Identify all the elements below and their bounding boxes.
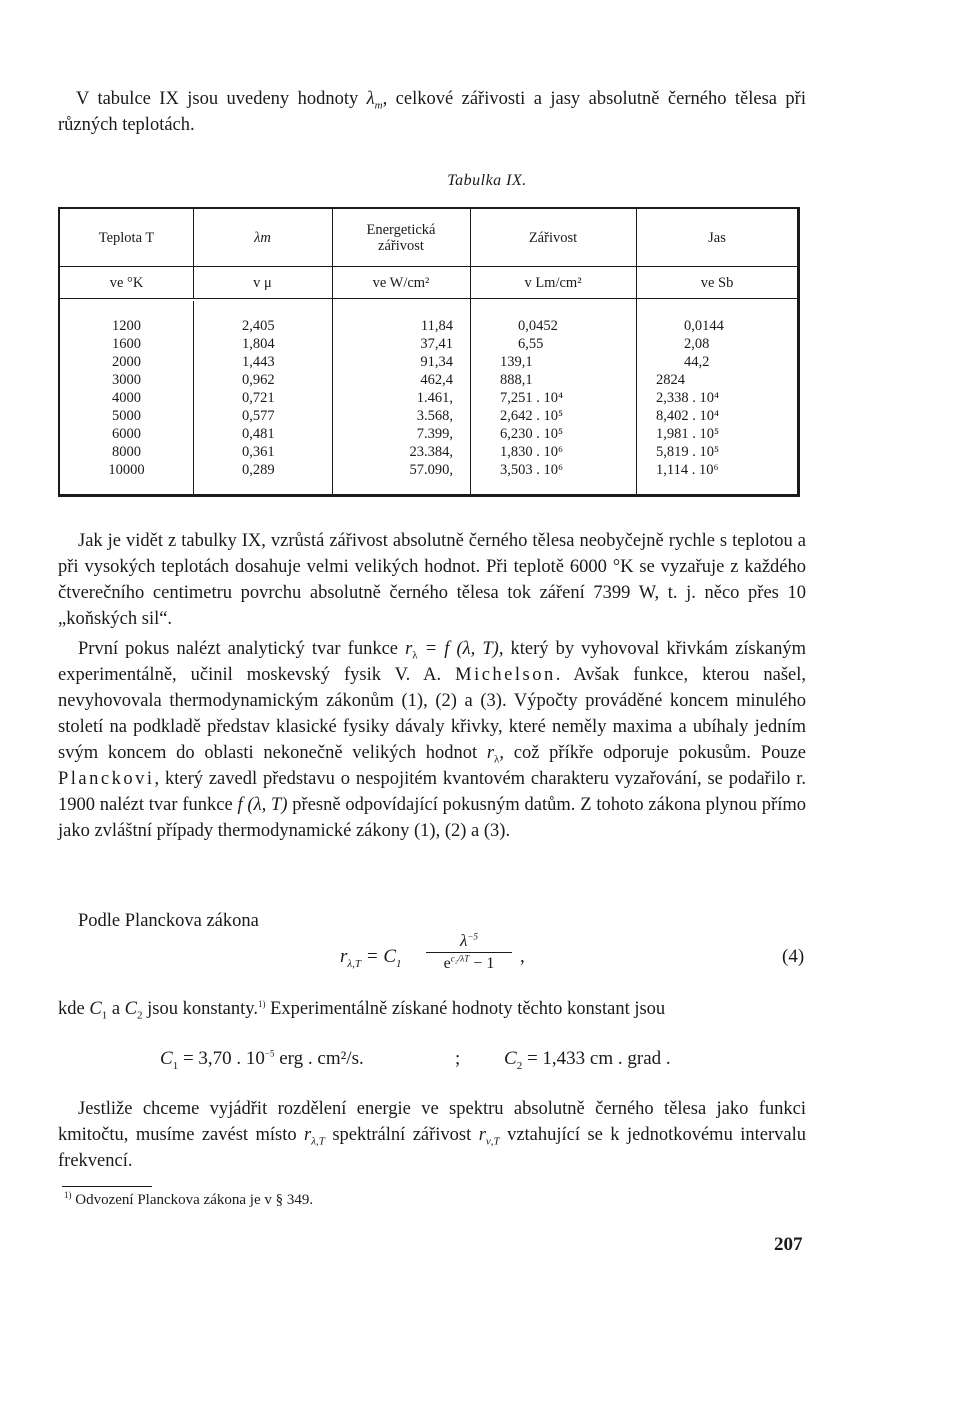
table-row bbox=[60, 461, 797, 479]
table-cell: 0,721 bbox=[242, 390, 275, 406]
table-cell: 8000 bbox=[112, 444, 141, 460]
table-row bbox=[60, 443, 797, 461]
header-cell: Jas bbox=[708, 229, 726, 246]
table-body bbox=[60, 317, 797, 479]
paragraph-frequency: Jestliže chceme vyjádřit rozdělení energie ve spektru absolutně černého tělesa jako funkci kmitočtu, musíme zavést místo $r_{\lambda,T}$ spektrální zářivost $r_{\nu,T}$ vztahující se k jednotkovému intervalu frekvencí. bbox=[58, 1099, 807, 1171]
table-cell: 2,642 . 10⁵ bbox=[500, 408, 564, 424]
table-cell: 1,443 bbox=[242, 354, 275, 370]
table-cell: 44,2 bbox=[684, 354, 710, 370]
unit-cell: v Lm/cm² bbox=[524, 274, 582, 291]
unit-cell: ve W/cm² bbox=[372, 274, 430, 291]
table-cell: 888,1 bbox=[500, 372, 533, 388]
table-cell: 2,405 bbox=[242, 318, 275, 334]
unit-cell: ve Sb bbox=[700, 274, 734, 291]
data-table bbox=[58, 207, 800, 497]
constants-line bbox=[0, 1048, 974, 1078]
table-cell: 3,503 . 10⁶ bbox=[500, 462, 564, 478]
table-units-row bbox=[60, 267, 797, 299]
table-row bbox=[60, 407, 797, 425]
paragraph-constants-intro: kde $C_1$ a $C_2$ jsou konstanty.$^{1)}$ Experimentálně získané hodnoty těchto konstant jsou bbox=[58, 998, 666, 1022]
footnote: $^{1)}$ Odvození Planckova zákona je v § 349. bbox=[64, 1190, 314, 1208]
table-cell: 3.568, bbox=[416, 408, 453, 424]
table-cell: 5,819 . 10⁵ bbox=[656, 444, 720, 460]
table-cell: 8,402 . 10⁴ bbox=[656, 408, 720, 424]
constants-separator: ; bbox=[455, 1048, 461, 1069]
table-cell: 7,251 . 10⁴ bbox=[500, 390, 564, 406]
table-row bbox=[60, 317, 797, 335]
paragraph-growth: Jak je vidět z tabulky IX, vzrůstá zářivost absolutně černého tělesa neobyčejně rychle s teplotou a při vysokých teplotách dosahuje velmi velikých hodnot. Při teplotě 6000 °K se vyzařuje z každého čtverečního centimetru povrchu absolutně černého tělesa tok záření 7399 W, t. j. něco přes 10 „koňských sil“. bbox=[58, 531, 806, 629]
table-cell: 37,41 bbox=[420, 336, 453, 352]
formula-denominator: $e^{c_2/\lambda T} - 1$ bbox=[426, 952, 512, 975]
table-cell: 3000 bbox=[112, 372, 141, 388]
table-row bbox=[60, 425, 797, 443]
equation-number: (4) bbox=[782, 946, 805, 967]
table-cell: 2824 bbox=[656, 372, 685, 388]
table-cell: 0,962 bbox=[242, 372, 275, 388]
table-cell: 2,338 . 10⁴ bbox=[656, 390, 720, 406]
page-number: 207 bbox=[774, 1234, 803, 1255]
table-cell: 1,804 bbox=[242, 336, 275, 352]
intro-paragraph: V tabulce IX jsou uvedeny hodnoty $\lambda_m$, celkové zářivosti a jasy absolutně černého tělesa při různých teplotách. bbox=[58, 89, 806, 135]
table-row bbox=[60, 353, 797, 371]
table-row bbox=[60, 371, 797, 389]
table-cell: 1600 bbox=[112, 336, 141, 352]
table-cell: 0,361 bbox=[242, 444, 275, 460]
constant-c1: $C_1 = 3,70$ . $10^{-5}$ erg . cm²/s. bbox=[160, 1048, 364, 1072]
table-cell: 1.461, bbox=[416, 390, 453, 406]
table-cell: 91,34 bbox=[420, 354, 453, 370]
table-cell: 2000 bbox=[112, 354, 141, 370]
unit-cell: ve °K bbox=[109, 274, 144, 291]
table-cell: 7.399, bbox=[416, 426, 453, 442]
table-caption: Tabulka IX. bbox=[447, 172, 527, 189]
table-cell: 2,08 bbox=[684, 336, 710, 352]
table-cell: 6000 bbox=[112, 426, 141, 442]
table-cell: 23.384, bbox=[409, 444, 453, 460]
table-cell: 0,0144 bbox=[684, 318, 724, 334]
table-cell: 139,1 bbox=[500, 354, 533, 370]
table-row bbox=[60, 389, 797, 407]
footnote-rule bbox=[62, 1186, 152, 1187]
table-header-row bbox=[60, 209, 797, 267]
table-cell: 4000 bbox=[112, 390, 141, 406]
table-cell: 0,289 bbox=[242, 462, 275, 478]
table-cell: 57.090, bbox=[409, 462, 453, 478]
header-cell: Zářivost bbox=[528, 229, 578, 246]
table-cell: 6,230 . 10⁵ bbox=[500, 426, 564, 442]
constant-c2: $C_2 = 1,433$ cm . grad . bbox=[504, 1048, 671, 1072]
table-cell: 1,114 . 10⁶ bbox=[656, 462, 719, 478]
table-cell: 5000 bbox=[112, 408, 141, 424]
paragraph-history: První pokus nalézt analytický tvar funkce $r_\lambda = f$ (λ, T), který by vyhovoval křivkám získaným experimentálně, učinil moskevský fysik V. A. Michelson. Avšak funkce, kterou našel, nevyhovovala thermodynamickým zákonům (1), (2) a (3). Výpočty prováděné koncem minulého století na podkladě představ klasické fysiky dávaly křivky, které neměly maxima a ubíhaly jedním svým koncem do oblasti nekonečně velikých hodnot $r_\lambda$, což příkře odporuje pokusům. Pouze Planckovi, který zavedl představu o nespojitém kvantovém charakteru vyzařování, se podařilo r. 1900 nalézt tvar funkce f (λ, T) přesně odpovídající pokusným datům. Z tohoto zákona plynou přímo jako zvláštní případy thermodynamické zákony (1), (2) a (3). bbox=[58, 639, 806, 841]
table-cell: 1,830 . 10⁶ bbox=[500, 444, 564, 460]
formula-lhs: $r_{\lambda,T} = C_1$ bbox=[340, 946, 402, 970]
table-cell: 0,0452 bbox=[518, 318, 558, 334]
table-cell: 11,84 bbox=[420, 318, 453, 334]
table-cell: 0,577 bbox=[242, 408, 275, 424]
table-cell: 462,4 bbox=[420, 372, 453, 388]
unit-cell: v μ bbox=[253, 274, 272, 291]
table-row bbox=[60, 335, 797, 353]
table-cell: 0,481 bbox=[242, 426, 275, 442]
header-cell: Teplota T bbox=[98, 229, 155, 246]
table-cell: 1200 bbox=[112, 318, 141, 334]
formula-numerator: $\lambda^{-5}$ bbox=[460, 931, 478, 950]
header-cell: λm bbox=[254, 229, 271, 246]
planck-formula: $r_{\lambda,T} = C_1$ $\frac{\lambda^{-5}}{e^{c_2/\lambda T} - 1}$ , (4) bbox=[0, 930, 974, 982]
formula-fraction bbox=[426, 930, 512, 975]
table-cell: 6,55 bbox=[518, 336, 544, 352]
table-cell: 1,981 . 10⁵ bbox=[656, 426, 720, 442]
paragraph-planck-intro: Podle Planckova zákona bbox=[78, 911, 259, 931]
table-cell: 10000 bbox=[108, 462, 145, 478]
header-cell: Energetická zářivost bbox=[366, 221, 436, 254]
